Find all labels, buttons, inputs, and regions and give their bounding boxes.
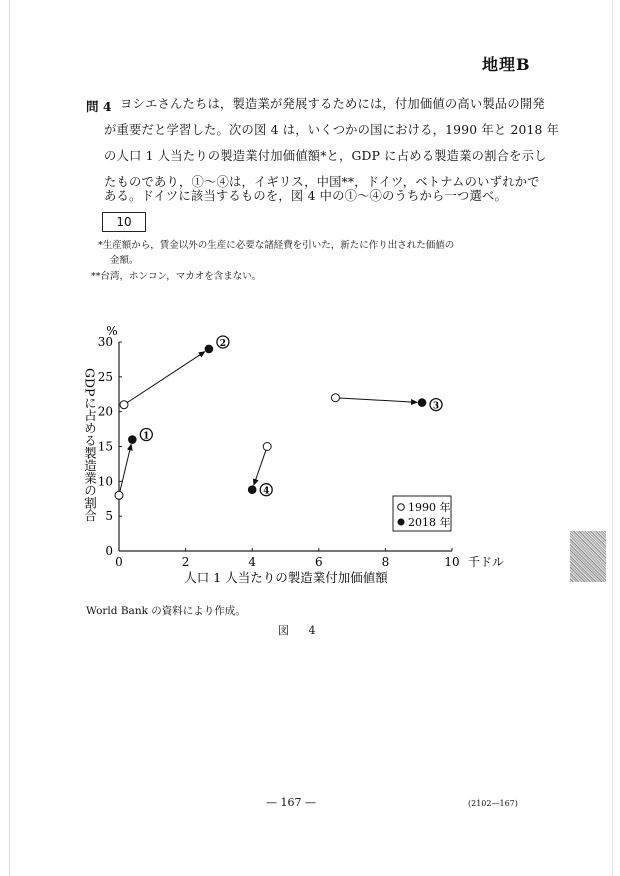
x-axis-label: 人口 1 人当たりの製造業付加価値額 — [184, 570, 388, 585]
question-line-4: たものであり，①～④は，イギリス，中国**，ドイツ，ベトナムのいずれかで — [104, 175, 540, 189]
legend — [393, 496, 451, 531]
footnote-1-cont: 金額。 — [110, 255, 139, 266]
question-line-1: ヨシエさんたちは，製造業が発展するためには，付加価値の高い製品の開発 — [120, 97, 545, 111]
y-tick-label: 5 — [105, 509, 113, 524]
x-tick-label: 0 — [115, 555, 123, 569]
y-tick-label: 25 — [97, 369, 113, 384]
point-2018-4 — [248, 485, 257, 494]
point-2018-2 — [205, 345, 214, 354]
footnote-1: *生産額から，賃金以外の生産に必要な諸経費を引いた，新たに作り出された価値の — [98, 240, 455, 251]
legend-filled-circle-icon — [398, 519, 405, 526]
y-axis-label: GDPに占める製造業の割合 — [82, 368, 98, 522]
x-tick-label: 4 — [248, 555, 257, 569]
series-label-1: 1 — [143, 431, 150, 442]
margin-index-mark — [570, 531, 606, 582]
series-label-2: 2 — [219, 338, 227, 349]
change-arrow-4 — [254, 450, 266, 485]
point-1990-2 — [120, 401, 128, 409]
change-arrow-3 — [339, 398, 417, 402]
question-line-5: ある。ドイツに該当するものを，図 4 中の①～④のうちから一つ選べ。 — [104, 189, 508, 203]
source-note: World Bank の資料により作成。 — [86, 605, 246, 617]
point-1990-4 — [263, 443, 271, 451]
y-tick-label: 30 — [97, 335, 113, 349]
x-tick-label: 10 — [444, 555, 460, 569]
x-tick-label: 6 — [314, 555, 323, 569]
question-number: 問 4 — [86, 99, 112, 114]
point-1990-3 — [331, 394, 339, 402]
change-arrow-2 — [127, 352, 204, 403]
y-axis-unit: % — [106, 324, 118, 338]
x-axis-unit: 千ドル — [468, 555, 505, 569]
page-number: — 167 — — [266, 796, 316, 809]
footnote-2: **台湾，ホンコン，マカオを含まない。 — [91, 271, 262, 282]
x-tick-label: 2 — [181, 555, 190, 569]
series-label-3: 3 — [432, 401, 440, 412]
change-arrow-1 — [120, 444, 131, 491]
y-tick-label: 10 — [97, 474, 113, 489]
legend-open-circle-icon — [398, 504, 405, 511]
series-label-4: 4 — [263, 486, 270, 497]
y-tick-label: 20 — [97, 404, 113, 419]
question-line-3: の人口 1 人当たりの製造業付加価値額*と，GDP に占める製造業の割合を示し — [104, 149, 547, 163]
document-code: (2102—167) — [468, 799, 518, 808]
x-tick-label: 8 — [381, 555, 390, 569]
figure-label: 図 4 — [278, 624, 324, 637]
subject-title: 地理B — [482, 55, 531, 74]
point-2018-1 — [128, 435, 137, 444]
y-tick-label: 0 — [105, 544, 113, 558]
question-line-2: が重要だと学習した。次の図 4 は，いくつかの国における，1990 年と 2018 年 — [104, 123, 560, 137]
legend-2018: 2018 年 — [408, 516, 451, 529]
y-tick-label: 15 — [97, 439, 113, 454]
point-2018-3 — [418, 398, 427, 407]
legend-1990: 1990 年 — [408, 501, 451, 514]
answer-box[interactable]: 10 — [102, 212, 146, 232]
point-1990-1 — [115, 491, 123, 499]
